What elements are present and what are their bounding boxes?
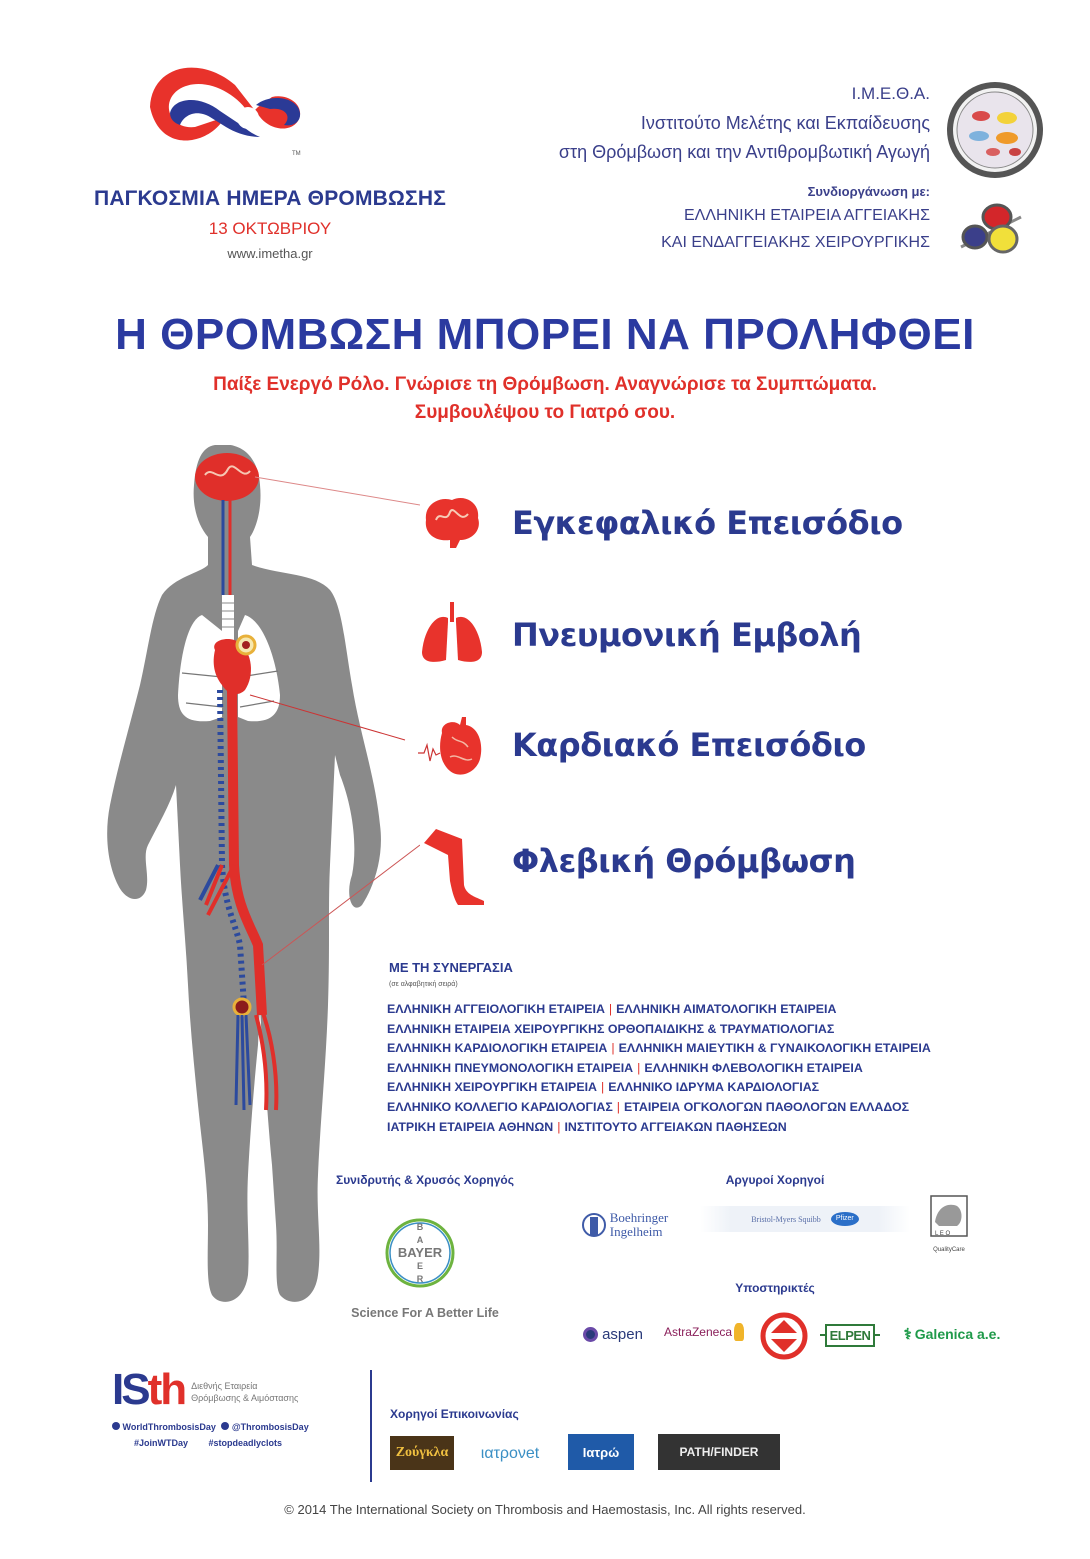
bayer-letter: A — [416, 1234, 424, 1245]
isth-logo-th: th — [147, 1365, 186, 1414]
bayer-letter: R — [416, 1273, 424, 1284]
partner-name: ΕΛΛΗΝΙΚΗ ΕΤΑΙΡΕΙΑ ΧΕΙΡΟΥΡΓΙΚΗΣ ΟΡΘΟΠΑΙΔΙΚΗΣ & ΤΡΑΥΜΑΤΙΟΛΟΓΙΑΣ — [387, 1021, 835, 1036]
isth-social-row — [112, 1422, 309, 1432]
partner-separator: | — [608, 1002, 613, 1016]
partner-row — [387, 1039, 931, 1059]
pfizer-pill: Pfizer — [831, 1212, 859, 1226]
partner-row — [387, 1000, 931, 1020]
condition-label-heart-attack: Καρδιακό Επεισόδιο — [512, 726, 866, 764]
infinity-loop-icon — [140, 55, 310, 175]
partner-name: ΕΛΛΗΝΙΚΗ ΦΛΕΒΟΛΟΓΙΚΗ ΕΤΑΙΡΕΙΑ — [644, 1060, 863, 1075]
copyright-notice: © 2014 The International Society on Thrombosis and Haemostasis, Inc. All rights reserved. — [284, 1502, 806, 1517]
leo-qualitycare-text: QualityCare — [933, 1247, 965, 1253]
partner-name: ΕΛΛΗΝΙΚΗ ΑΓΓΕΙΟΛΟΓΙΚΗ ΕΤΑΙΡΕΙΑ — [387, 1002, 605, 1016]
world-thrombosis-day-logo — [140, 55, 310, 175]
galenica-text: Galenica a.e. — [914, 1326, 1001, 1342]
iatronet-text: ιατρονet — [480, 1445, 540, 1462]
partner-name: ΕΤΑΙΡΕΙΑ ΟΓΚΟΛΟΓΩΝ ΠΑΘΟΛΟΓΩΝ ΕΛΛΑΔΟΣ — [624, 1099, 910, 1114]
astrazeneca-text: AstraZeneca — [663, 1325, 733, 1339]
partners-title: ΜΕ ΤΗ ΣΥΝΕΡΓΑΣΙΑ — [389, 960, 513, 975]
partner-name: ΕΛΛΗΝΙΚΟ ΙΔΡΥΜΑ ΚΑΡΔΙΟΛΟΓΙΑΣ — [608, 1080, 820, 1095]
bms-pfizer-logo — [700, 1206, 910, 1232]
headline-subtitle-line2: Συμβουλέψου το Γιατρό σου. — [414, 402, 676, 423]
hashtag-joinwtday[interactable]: #JoinWTDay — [134, 1438, 189, 1448]
partner-name: ΕΛΛΗΝΙΚΗ ΜΑΙΕΥΤΙΚΗ & ΓΥΝΑΙΚΟΛΟΓΙΚΗ ΕΤΑΙΡΕΙΑ — [618, 1041, 931, 1056]
partner-name: ΕΛΛΗΝΙΚΗ ΚΑΡΔΙΟΛΟΓΙΚΗ ΕΤΑΙΡΕΙΑ — [387, 1041, 608, 1056]
pathfinder-text: PATH/FINDER — [679, 1445, 759, 1459]
isth-name — [191, 1380, 298, 1404]
media-sponsors-heading: Χορηγοί Επικοινωνίας — [390, 1407, 519, 1421]
footer-divider — [370, 1370, 372, 1482]
supporters-heading: Υποστηρικτές — [735, 1281, 815, 1295]
pathfinder-logo — [658, 1434, 780, 1470]
vascular-society-logo — [955, 195, 1027, 257]
campaign-date: 13 ΟΚΤΩΒΡΙΟΥ — [208, 219, 332, 238]
partner-row — [387, 1078, 931, 1098]
twitter-icon — [221, 1422, 229, 1430]
partner-row — [387, 1098, 931, 1118]
leo-lion-icon — [927, 1192, 971, 1242]
iatro-logo — [568, 1434, 634, 1470]
boehringer-line2: Ingelheim — [609, 1224, 663, 1239]
astrazeneca-mark-icon — [734, 1323, 744, 1341]
heart-icon — [418, 713, 486, 781]
partner-name: ΕΛΛΗΝΙΚΗ ΑΙΜΑΤΟΛΟΓΙΚΗ ΕΤΑΙΡΕΙΑ — [616, 1002, 837, 1016]
silver-sponsors-heading: Αργυροί Χορηγοί — [725, 1173, 825, 1187]
zougla-text: Ζούγκλα — [395, 1445, 449, 1460]
partner-separator: | — [600, 1080, 605, 1095]
boehringer-text — [610, 1211, 668, 1239]
aspen-mark-icon — [583, 1327, 598, 1342]
condition-label-pulmonary-embolism: Πνευμονική Εμβολή — [512, 616, 862, 654]
boehringer-line1: Boehringer — [609, 1210, 669, 1225]
isth-logo — [112, 1365, 309, 1448]
imetha-seal-logo — [945, 82, 1045, 178]
headline-subtitle-line1: Παίξε Ενεργό Ρόλο. Γνώρισε τη Θρόμβωση. Αναγνώρισε τα Συμπτώματα. — [213, 374, 877, 395]
bayer-logo — [384, 1217, 456, 1289]
co-organizer-name-line1: ΕΛΛΗΝΙΚΗ ΕΤΑΙΡΕΙΑ ΑΓΓΕΙΑΚΗΣ — [684, 207, 930, 224]
zougla-logo — [390, 1436, 454, 1470]
brain-icon — [418, 490, 486, 558]
aspen-text: aspen — [602, 1325, 643, 1343]
bayer-letter: B — [416, 1222, 424, 1232]
elpen-text: ELPEN — [825, 1324, 876, 1347]
co-organizer-name-line2: ΚΑΙ ΕΝΔΑΓΓΕΙΑΚΗΣ ΧΕΙΡΟΥΡΓΙΚΗΣ — [661, 234, 930, 251]
twitter-handle-link[interactable]: @ThrombosisDay — [231, 1422, 309, 1432]
partner-name: ΙΑΤΡΙΚΗ ΕΤΑΙΡΕΙΑ ΑΘΗΝΩΝ — [387, 1119, 554, 1134]
condition-label-stroke: Εγκεφαλικό Επεισόδιο — [512, 504, 903, 542]
bayer-letter-gap — [415, 1246, 425, 1260]
campaign-title: ΠΑΓΚΟΣΜΙΑ ΗΜΕΡΑ ΘΡΟΜΒΩΣΗΣ — [93, 187, 447, 210]
isth-logo-is: IS — [112, 1365, 148, 1414]
bayer-letter: E — [416, 1261, 423, 1271]
elpen-bar-icon — [875, 1334, 880, 1336]
bayer-tagline: Science For A Better Life — [351, 1306, 499, 1320]
organizer-name-line2: στη Θρόμβωση και την Αντιθρομβωτική Αγωγή — [558, 142, 930, 162]
partner-name: ΙΝΣΤΙΤΟΥΤΟ ΑΓΓΕΙΑΚΩΝ ΠΑΘΗΣΕΩΝ — [564, 1119, 787, 1134]
aspen-logo — [573, 1322, 653, 1346]
isth-name-line2: Θρόμβωσης & Αιμόστασης — [191, 1393, 299, 1403]
campaign-url-link[interactable]: www.imetha.gr — [227, 246, 313, 261]
partner-separator: | — [611, 1041, 615, 1056]
partner-separator: | — [616, 1099, 620, 1114]
galenica-logo — [898, 1322, 1006, 1346]
partner-separator: | — [557, 1119, 561, 1134]
boehringer-logo — [570, 1205, 680, 1245]
partners-note: (σε αλφαβητική σειρά) — [389, 981, 458, 988]
facebook-icon — [112, 1422, 120, 1430]
hashtag-stopdeadlyclots[interactable]: #stopdeadlyclots — [208, 1438, 283, 1448]
svg-text:TM: TM — [292, 151, 301, 157]
iatro-text: Ιατρώ — [582, 1444, 620, 1460]
partner-row — [387, 1059, 931, 1079]
gold-sponsor-heading: Συνιδρυτής & Χρυσός Χορηγός — [336, 1173, 514, 1187]
bayer-logo-horizontal: BAYER — [397, 1245, 443, 1260]
human-body-silhouette — [90, 445, 420, 1325]
elpen-logo — [820, 1320, 880, 1350]
co-organizer-label: Συνδιοργάνωση με: — [807, 184, 930, 199]
partners-list — [387, 1000, 931, 1137]
condition-label-venous-thrombosis: Φλεβική Θρόμβωση — [512, 842, 856, 880]
isth-wordmark — [112, 1365, 309, 1414]
partner-name: ΕΛΛΗΝΙΚΟ ΚΟΛΛΕΓΙΟ ΚΑΡΔΙΟΛΟΓΙΑΣ — [387, 1099, 613, 1114]
boehringer-tower-icon — [582, 1211, 606, 1239]
galenica-mark-icon: ⚕ — [903, 1326, 912, 1343]
svg-text:L E O: L E O — [935, 1231, 951, 1237]
partner-row — [387, 1118, 931, 1138]
iatronet-logo — [470, 1438, 550, 1470]
bms-text: Bristol-Myers Squibb — [751, 1214, 821, 1224]
red-diamond-logo — [760, 1312, 808, 1360]
leg-icon — [418, 825, 486, 907]
isth-hashtags-row — [112, 1438, 309, 1448]
partner-name: ΕΛΛΗΝΙΚΗ ΠΝΕΥΜΟΝΟΛΟΓΙΚΗ ΕΤΑΙΡΕΙΑ — [387, 1060, 634, 1075]
facebook-handle-link[interactable]: WorldThrombosisDay — [122, 1422, 216, 1432]
organizer-acronym: Ι.Μ.Ε.Θ.Α. — [851, 84, 930, 103]
leo-logo — [927, 1192, 971, 1258]
partner-separator: | — [637, 1060, 641, 1075]
lungs-icon — [418, 600, 486, 668]
isth-name-line1: Διεθνής Εταιρεία — [191, 1381, 258, 1391]
partner-name: ΕΛΛΗΝΙΚΗ ΧΕΙΡΟΥΡΓΙΚΗ ΕΤΑΙΡΕΙΑ — [387, 1080, 597, 1095]
main-headline: Η ΘΡΟΜΒΩΣΗ ΜΠΟΡΕΙ ΝΑ ΠΡΟΛΗΦΘΕΙ — [115, 310, 975, 359]
bayer-logo-vertical — [415, 1221, 425, 1285]
partner-row — [387, 1020, 931, 1040]
organizer-name-line1: Ινστιτούτο Μελέτης και Εκπαίδευσης — [640, 113, 930, 133]
astrazeneca-logo — [658, 1318, 750, 1346]
